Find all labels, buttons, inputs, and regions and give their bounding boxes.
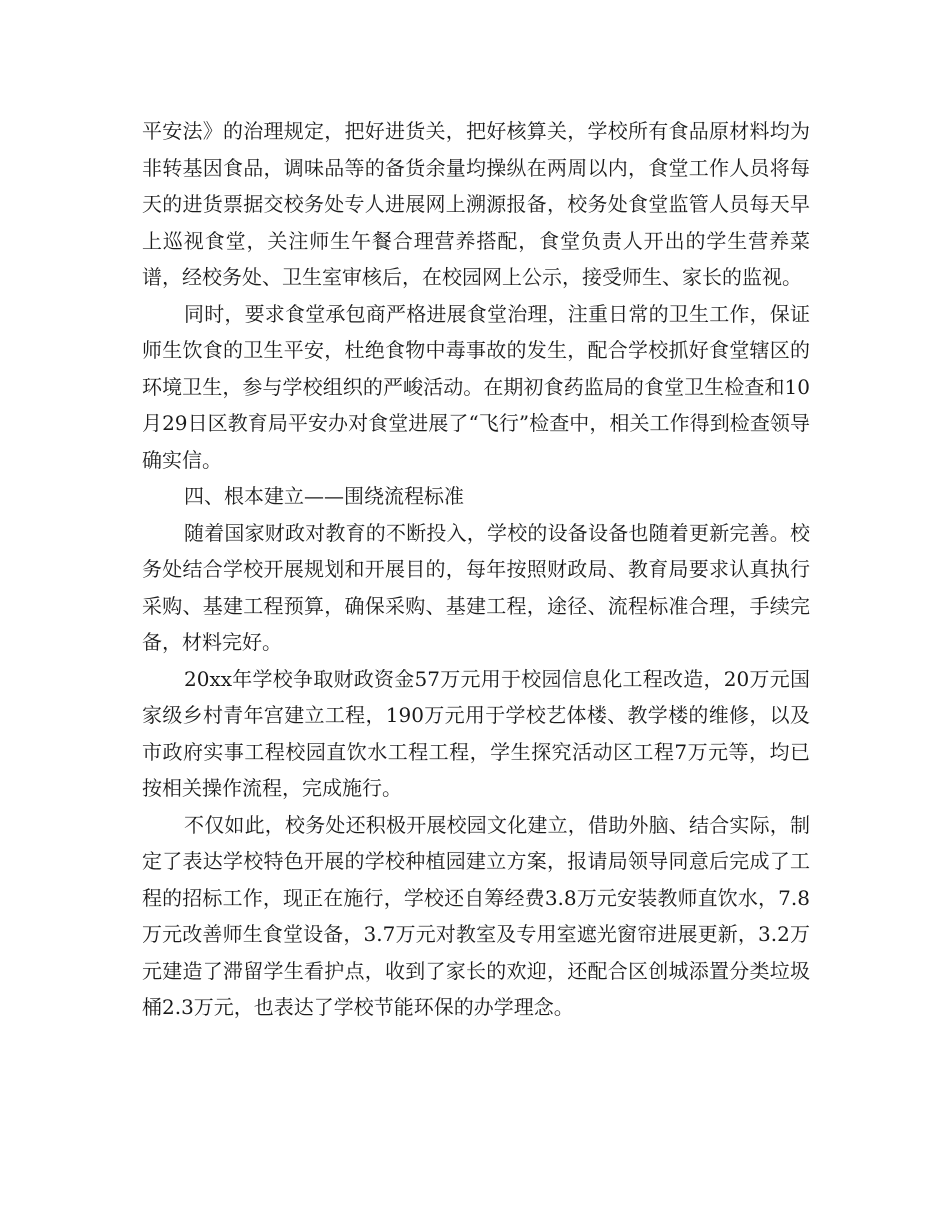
paragraph-funding-projects: 20xx年学校争取财政资金57万元用于校园信息化工程改造，20万元国家级乡村青年宫建立工程，190万元用于学校艺体楼、教学楼的维修，以及市政府实事工程校园直饮水工程工程，学生探究活动区工程7万元等，均已按相关操作流程，完成施行。 <box>142 666 810 800</box>
paragraph-food-safety-management: 平安法》的治理规定，把好进货关，把好核算关，学校所有食品原材料均为非转基因食品，调味品等的备货余量均操纵在两周以内，食堂工作人员将每天的进货票据交校务处专人进展网上溯源报备，校务处食堂监管人员每天早上巡视食堂，关注师生午餐合理营养搭配，食堂负责人开出的学生营养菜谱，经校务处、卫生室审核后，在校园网上公示，接受师生、家长的监视。 <box>142 119 810 289</box>
paragraph-equipment-investment: 随着国家财政对教育的不断投入，学校的设备设备也随着更新完善。校务处结合学校开展规划和开展目的，每年按照财政局、教育局要求认真执行采购、基建工程预算，确保采购、基建工程，途径、流程标准合理，手续完备，材料完好。 <box>142 520 810 654</box>
paragraph-canteen-contractor: 同时，要求食堂承包商严格进展食堂治理，注重日常的卫生工作，保证师生饮食的卫生平安，杜绝食物中毒事故的发生，配合学校抓好食堂辖区的环境卫生，参与学校组织的严峻活动。在期初食药监局的食堂卫生检查和10月29日区教育局平安办对食堂进展了“飞行”检查中，相关工作得到检查领导确实信。 <box>142 301 810 472</box>
section-heading-infrastructure: 四、根本建立——围绕流程标准 <box>184 484 464 508</box>
paragraph-campus-culture: 不仅如此，校务处还积极开展校园文化建立，借助外脑、结合实际，制定了表达学校特色开展的学校种植园建立方案，报请局领导同意后完成了工程的招标工作，现正在施行，学校还自筹经费3.8万元安装教师直饮水，7.8万元改善师生食堂设备，3.7万元对教室及专用室遮光窗帘进展更新，3.2万元建造了滞留学生看护点，收到了家长的欢迎，还配合区创城添置分类垃圾桶2.3万元，也表达了学校节能环保的办学理念。 <box>142 812 810 1019</box>
document-body <box>142 113 810 1026</box>
